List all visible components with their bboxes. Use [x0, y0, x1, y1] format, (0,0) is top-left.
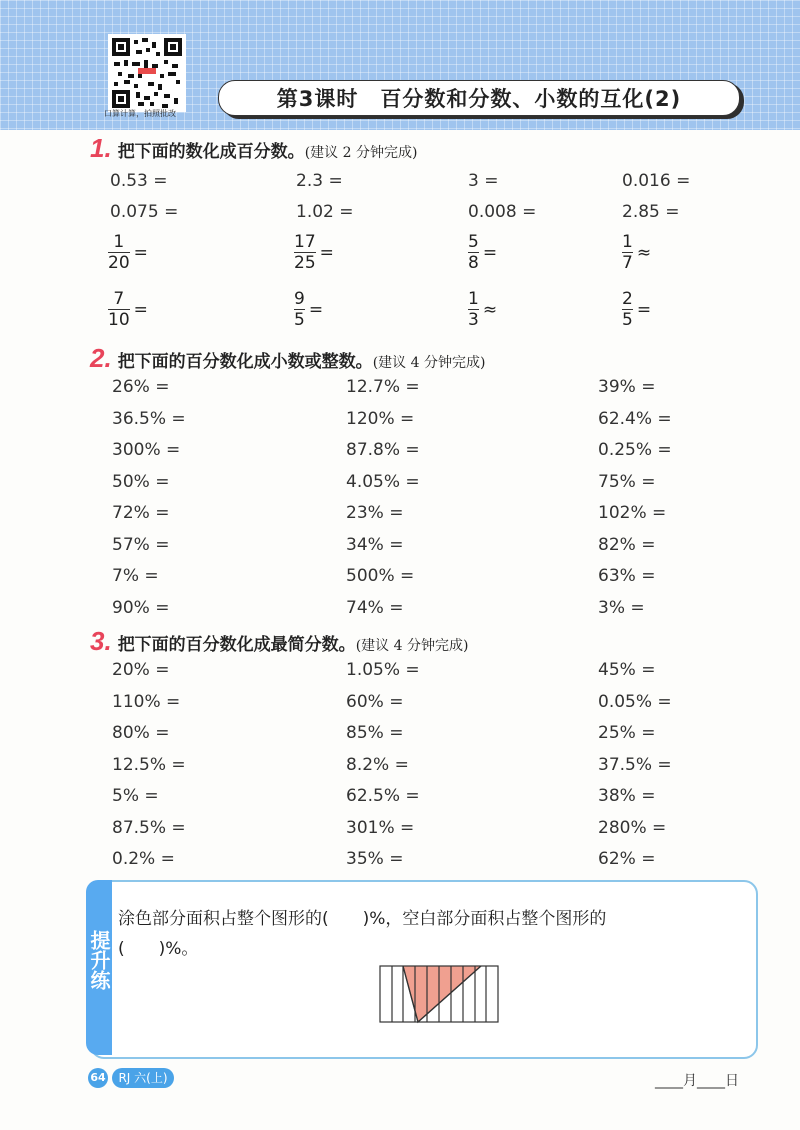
- qr-caption: 口算计算，拍照批改: [104, 109, 176, 118]
- conversion-item: 25% =: [598, 723, 656, 743]
- conversion-item: 102% =: [598, 503, 667, 523]
- extension-question-line1: 涂色部分面积占整个图形的( )%，空白部分面积占整个图形的: [118, 909, 607, 929]
- section-3-instruction: 把下面的百分数化成最简分数。: [117, 635, 356, 655]
- s1-decimal-item: 0.53 =: [110, 171, 168, 191]
- conversion-item: 60% =: [346, 691, 404, 712]
- conversion-item: 90% =: [112, 597, 170, 618]
- conversion-item: 12.7% =: [346, 377, 420, 397]
- conversion-item: 301% =: [346, 817, 415, 838]
- s1-fraction-item: [294, 232, 334, 273]
- section-1-hint: (建议 2 分钟完成): [304, 145, 418, 161]
- s1-fraction-item: [108, 232, 148, 273]
- shaded-rectangle-figure: [378, 964, 502, 1024]
- operator: =: [308, 299, 324, 320]
- numerator: 9: [294, 289, 305, 309]
- denominator: 20: [108, 253, 130, 273]
- s1-decimal-item: 2.3 =: [296, 171, 343, 191]
- conversion-item: 12.5% =: [112, 754, 186, 775]
- conversion-item: 62.5% =: [346, 786, 420, 806]
- conversion-item: 36.5% =: [112, 408, 186, 429]
- denominator: 8: [468, 253, 479, 273]
- conversion-item: 110% =: [112, 691, 181, 712]
- conversion-item: 62.4% =: [598, 408, 672, 429]
- book-label: RJ 六(上): [112, 1068, 174, 1088]
- conversion-item: 8.2% =: [346, 754, 409, 775]
- conversion-item: 63% =: [598, 566, 656, 586]
- conversion-item: 75% =: [598, 471, 656, 492]
- conversion-item: 4.05% =: [346, 471, 420, 492]
- conversion-item: 87.8% =: [346, 440, 420, 460]
- conversion-item: 7% =: [112, 566, 159, 586]
- section-3-number: 3.: [90, 626, 112, 656]
- conversion-item: 35% =: [346, 849, 404, 869]
- section-1-instruction: 把下面的数化成百分数。: [117, 142, 305, 162]
- conversion-item: 38% =: [598, 786, 656, 806]
- conversion-item: 34% =: [346, 534, 404, 555]
- operator: ≈: [636, 242, 652, 263]
- conversion-item: 3% =: [598, 597, 645, 618]
- conversion-item: 0.2% =: [112, 849, 175, 869]
- conversion-item: 500% =: [346, 566, 415, 586]
- numerator: 1: [622, 232, 633, 252]
- conversion-item: 1.05% =: [346, 660, 420, 680]
- section-1-number: 1.: [90, 133, 112, 163]
- conversion-item: 57% =: [112, 534, 170, 555]
- operator: =: [319, 242, 334, 263]
- section-2-hint: (建议 4 分钟完成): [372, 355, 486, 371]
- numerator: 2: [622, 289, 633, 309]
- conversion-item: 0.25% =: [598, 440, 672, 460]
- numerator: 7: [113, 289, 125, 309]
- conversion-item: 85% =: [346, 723, 404, 743]
- s1-decimal-item: 0.008 =: [468, 202, 537, 222]
- conversion-item: 37.5% =: [598, 754, 672, 775]
- s1-fraction-item: [468, 232, 497, 273]
- lesson-title: 第3课时 百分数和分数、小数的互化(2): [218, 80, 740, 116]
- denominator: 5: [294, 310, 305, 330]
- numerator: 17: [294, 232, 316, 252]
- section-2-heading: [90, 343, 485, 374]
- conversion-item: 5% =: [112, 786, 159, 806]
- conversion-item: 62% =: [598, 849, 656, 869]
- conversion-item: 39% =: [598, 377, 656, 397]
- denominator: 3: [468, 310, 479, 330]
- page-number: 64: [88, 1068, 108, 1088]
- operator: ≈: [482, 299, 498, 320]
- conversion-item: 26% =: [112, 377, 170, 397]
- denominator: 25: [294, 253, 316, 273]
- conversion-item: 23% =: [346, 503, 404, 523]
- extension-tab-label: 提升练: [87, 930, 111, 990]
- numerator: 5: [468, 232, 479, 252]
- section-2-instruction: 把下面的百分数化成小数或整数。: [117, 352, 373, 372]
- conversion-item: 0.05% =: [598, 691, 672, 712]
- conversion-item: 120% =: [346, 408, 415, 429]
- s1-decimal-item: 2.85 =: [622, 202, 680, 222]
- date-field: ____月____日: [655, 1073, 739, 1089]
- section-3-heading: [90, 626, 468, 657]
- operator: =: [133, 299, 148, 320]
- s1-fraction-item: [294, 289, 323, 330]
- conversion-item: 50% =: [112, 471, 170, 492]
- section-2-number: 2.: [90, 343, 112, 373]
- s1-decimal-item: 1.02 =: [296, 202, 354, 222]
- conversion-item: 72% =: [112, 503, 170, 523]
- s1-decimal-item: 0.016 =: [622, 171, 691, 191]
- s1-decimal-item: 0.075 =: [110, 202, 179, 222]
- conversion-item: 300% =: [112, 440, 181, 460]
- numerator: 1: [113, 232, 125, 252]
- conversion-item: 20% =: [112, 660, 170, 680]
- denominator: 7: [622, 253, 633, 273]
- qr-code-icon[interactable]: [108, 34, 186, 112]
- s1-fraction-item: [622, 289, 651, 330]
- conversion-item: 280% =: [598, 817, 667, 838]
- section-1-heading: [90, 133, 417, 164]
- extension-question-line2: ( )%。: [118, 939, 199, 959]
- s1-fraction-item: [108, 289, 148, 330]
- s1-fraction-item: [468, 289, 497, 330]
- conversion-item: 87.5% =: [112, 817, 186, 838]
- s1-fraction-item: [622, 232, 651, 273]
- operator: =: [133, 242, 148, 263]
- conversion-item: 45% =: [598, 660, 656, 680]
- conversion-item: 74% =: [346, 597, 404, 618]
- denominator: 10: [108, 310, 130, 330]
- numerator: 1: [468, 289, 479, 309]
- s1-decimal-item: 3 =: [468, 171, 499, 191]
- conversion-item: 82% =: [598, 534, 656, 555]
- conversion-item: 80% =: [112, 723, 170, 743]
- operator: =: [482, 242, 498, 263]
- section-3-hint: (建议 4 分钟完成): [355, 638, 469, 654]
- denominator: 5: [622, 310, 633, 330]
- operator: =: [636, 299, 652, 320]
